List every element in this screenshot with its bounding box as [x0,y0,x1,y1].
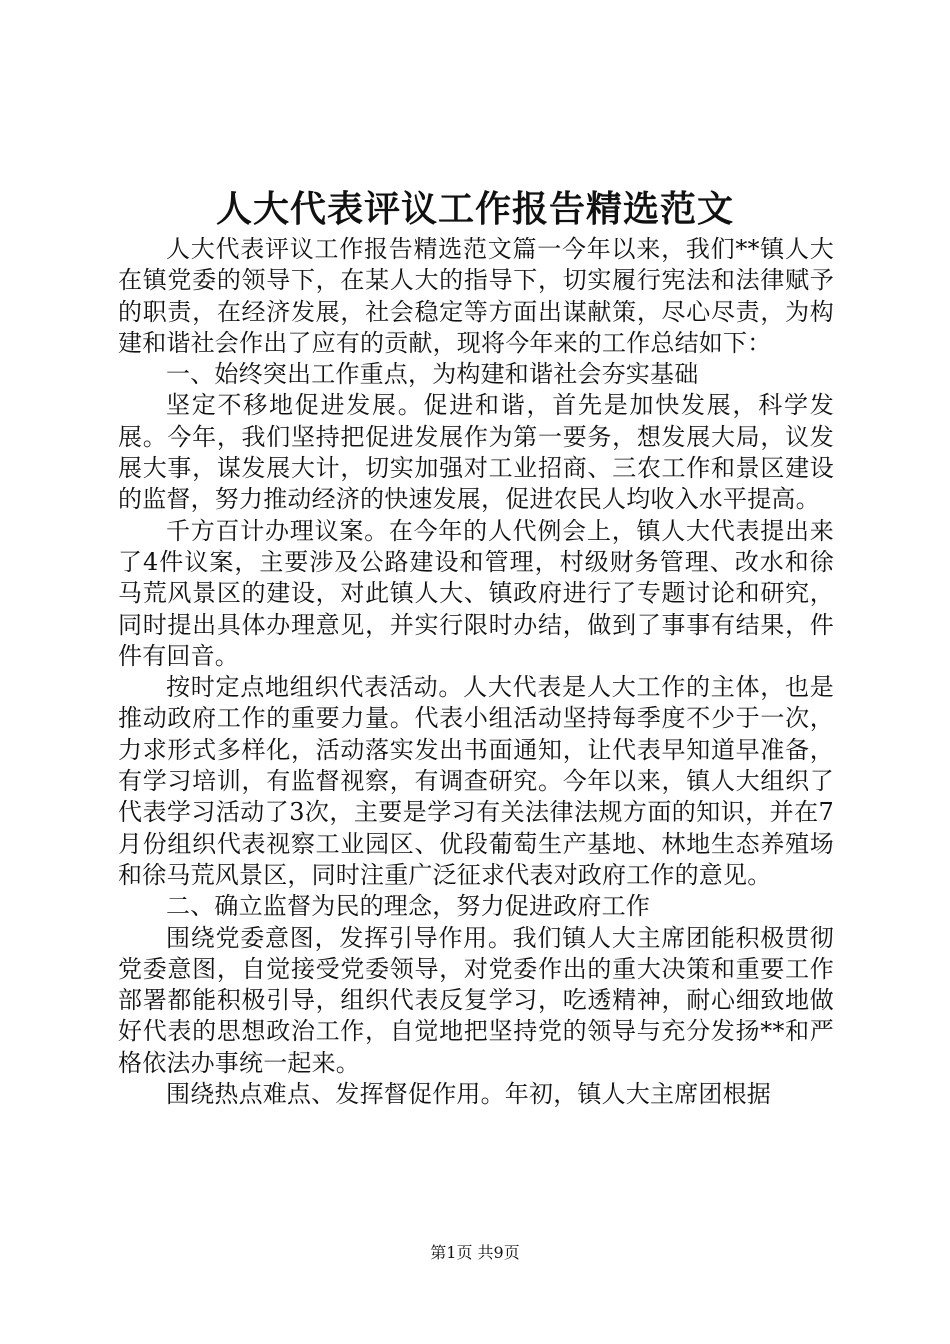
section-heading-2: 二、确立监督为民的理念，努力促进政府工作 [166,892,650,921]
paragraph-hot-issues: 围绕热点难点、发挥督促作用。年初，镇人大主席团根据 [166,1080,771,1109]
paragraph-party-guidance: 围绕党委意图，发挥引导作用。我们镇人大主席团能积极贯彻党委意图，自觉接受党委领导，对党委作出的重大决策和重要工作部署都能积极引导，组织代表反复学习，吃透精神，耐心细致地做好代表的思想政治工作，自觉地把坚持党的领导与充分发扬**和严格依法办事统一起来。 [118,923,834,1077]
paragraph-representative-activities: 按时定点地组织代表活动。人大代表是人大工作的主体，也是推动政府工作的重要力量。代表小组活动坚持每季度不少于一次，力求形式多样化，活动落实发出书面通知，让代表早知道早准备，有学习培训，有监督视察，有调查研究。今年以来，镇人大组织了代表学习活动了3次，主要是学习有关法律法规方面的知识，并在7月份组织代表视察工业园区、优段葡萄生产基地、林地生态养殖场和徐马荒风景区，同时注重广泛征求代表对政府工作的意见。 [118,673,834,889]
paragraph-promote-development: 坚定不移地促进发展。促进和谐，首先是加快发展，科学发展。今年，我们坚持把促进发展作为第一要务，想发展大局，议发展大事，谋发展大计，切实加强对工业招商、三农工作和景区建设的监督，努力推动经济的快速发展，促进农民人均收入水平提高。 [118,391,834,514]
document-title: 人大代表评议工作报告精选范文 [215,188,734,230]
section-heading-1: 一、始终突出工作重点，为构建和谐社会夯实基础 [166,360,699,389]
paragraph-intro: 人大代表评议工作报告精选范文篇一今年以来，我们**镇人大在镇党委的领导下，在某人大的指导下，切实履行宪法和法律赋予的职责，在经济发展，社会稳定等方面出谋献策，尽心尽责，为构建和谐社会作出了应有的贡献，现将今年来的工作总结如下： [118,235,834,357]
page-number-footer: 第1页 共9页 [430,1243,520,1262]
paragraph-handle-proposals: 千方百计办理议案。在今年的人代例会上，镇人大代表提出来了4件议案，主要涉及公路建设和管理，村级财务管理、改水和徐马荒风景区的建设，对此镇人大、镇政府进行了专题讨论和研究，同时提出具体办理意见，并实行限时办结，做到了事事有结果，件件有回音。 [118,516,834,670]
document-body [118,234,834,1110]
